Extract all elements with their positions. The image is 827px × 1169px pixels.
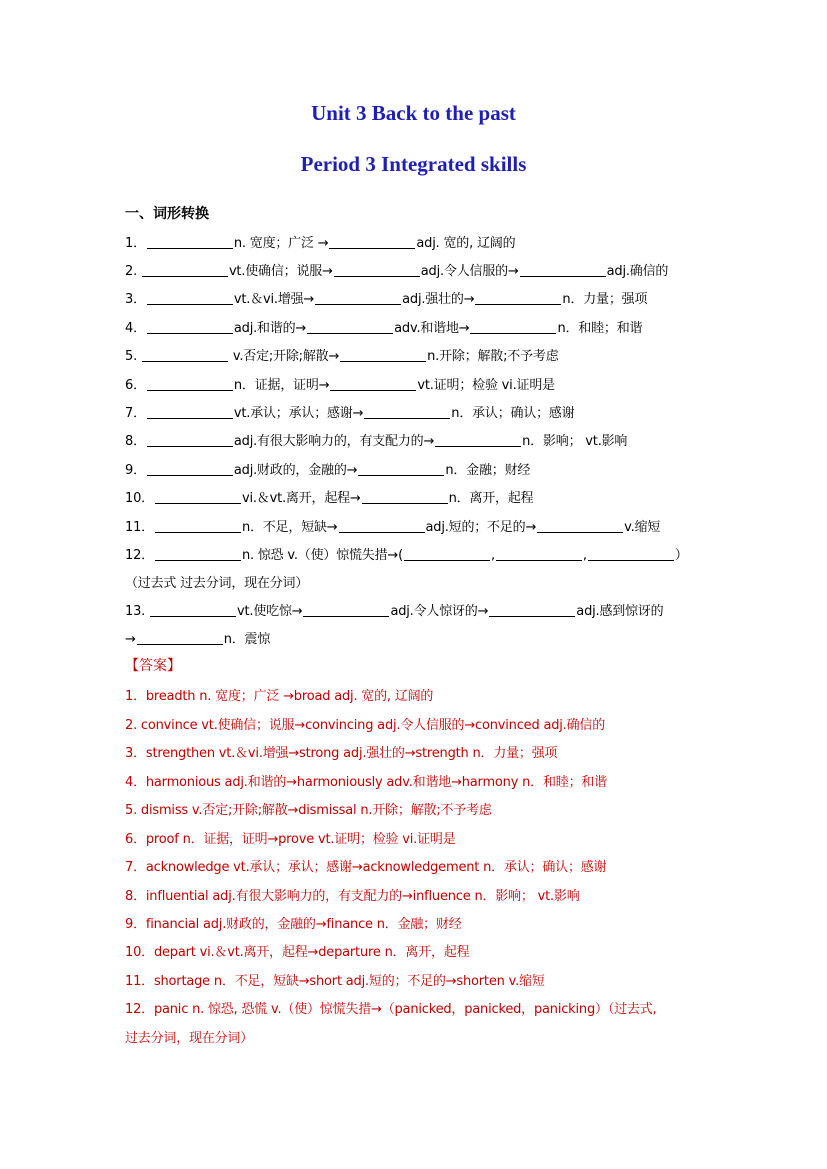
question-text: , bbox=[582, 548, 587, 563]
page-subtitle: Period 3 Integrated skills bbox=[300, 152, 527, 176]
answer-row: 8．influential adj.有很大影响力的，有支配力的→influence n．影响； vt.影响 bbox=[125, 889, 580, 904]
question-text: （过去式 过去分词，现在分词） bbox=[125, 576, 309, 591]
question-text: adj.有很大影响力的，有支配力的→ bbox=[233, 434, 435, 449]
answer-row: 6．proof n．证据，证明→prove vt.证明；检验 vi.证明是 bbox=[125, 832, 456, 847]
question-row bbox=[125, 544, 688, 563]
question-row bbox=[125, 628, 270, 647]
answer-blank[interactable] bbox=[489, 602, 575, 617]
answer-blank[interactable] bbox=[520, 262, 606, 277]
question-row bbox=[125, 260, 668, 279]
answer-blank[interactable] bbox=[329, 234, 415, 249]
question-text: 9． bbox=[125, 463, 146, 478]
question-text: n．承认；确认；感谢 bbox=[451, 406, 575, 421]
question-row bbox=[125, 374, 555, 393]
question-text: adv.和谐地→ bbox=[394, 321, 470, 336]
answer-blank[interactable] bbox=[358, 461, 444, 476]
answer-blank[interactable] bbox=[155, 518, 241, 533]
question-text: v.缩短 bbox=[624, 520, 661, 535]
answer-blank[interactable] bbox=[537, 518, 623, 533]
answer-blank[interactable] bbox=[475, 290, 561, 305]
answer-blank[interactable] bbox=[147, 461, 233, 476]
answer-blank[interactable] bbox=[155, 489, 241, 504]
answer-row: 7．acknowledge vt.承认；承认；感谢→acknowledgement n．承认；确认；感谢 bbox=[125, 860, 607, 875]
question-row bbox=[125, 317, 642, 336]
question-row bbox=[125, 430, 627, 449]
answer-blank[interactable] bbox=[303, 602, 389, 617]
question-text: adj.强壮的→ bbox=[402, 292, 475, 307]
answer-blank[interactable] bbox=[330, 376, 416, 391]
question-row bbox=[125, 459, 530, 478]
question-text: vt.证明；检验 vi.证明是 bbox=[417, 378, 555, 393]
question-text: 8． bbox=[125, 434, 146, 449]
question-text: 5. bbox=[125, 349, 141, 364]
answer-blank[interactable] bbox=[142, 262, 228, 277]
answer-row: 1．breadth n. 宽度；广泛 →broad adj. 宽的, 辽阔的 bbox=[125, 689, 434, 704]
answer-blank[interactable] bbox=[147, 432, 233, 447]
question-text: n. 惊恐 v.（使）惊慌失措→( bbox=[241, 548, 403, 563]
answer-row: 4．harmonious adj.和谐的→harmoniously adv.和谐地→harmony n．和睦；和谐 bbox=[125, 775, 607, 790]
question-text: adj.和谐的→ bbox=[233, 321, 307, 336]
answer-row: 10．depart vi.＆vt.离开，起程→departure n．离开，起程 bbox=[125, 945, 470, 960]
question-text: vt.承认；承认；感谢→ bbox=[233, 406, 364, 421]
answer-row: 12．panic n. 惊恐, 恐慌 v.（使）惊慌失措→（panicked，panicked，panicking）（过去式, bbox=[125, 1002, 657, 1017]
answer-blank[interactable] bbox=[334, 262, 420, 277]
question-text: v.否定;开除;解散→ bbox=[228, 349, 340, 364]
answer-blank[interactable] bbox=[307, 319, 393, 334]
question-text: adj.短的；不足的→ bbox=[425, 520, 537, 535]
question-text: n．震惊 bbox=[223, 632, 271, 647]
question-text: n.开除；解散;不予考虑 bbox=[427, 349, 559, 364]
question-row bbox=[125, 232, 515, 251]
answer-blank[interactable] bbox=[496, 546, 582, 561]
answer-blank[interactable] bbox=[340, 347, 426, 362]
answer-blank[interactable] bbox=[155, 546, 241, 561]
question-text: 2. bbox=[125, 264, 141, 279]
question-text: 10． bbox=[125, 491, 154, 506]
question-row bbox=[125, 516, 660, 535]
question-row bbox=[125, 600, 663, 619]
answer-blank[interactable] bbox=[150, 602, 236, 617]
question-row bbox=[125, 288, 647, 307]
question-text: n．离开，起程 bbox=[448, 491, 534, 506]
answer-row: 3．strengthen vt.＆vi.增强→strong adj.强壮的→strength n．力量；强项 bbox=[125, 746, 558, 761]
section-heading: 一、词形转换 bbox=[125, 206, 209, 222]
answer-blank[interactable] bbox=[137, 630, 223, 645]
question-text: adj.确信的 bbox=[606, 264, 669, 279]
answer-row: 2. convince vt.使确信；说服→convincing adj.令人信服的→convinced adj.确信的 bbox=[125, 718, 606, 733]
answer-blank[interactable] bbox=[362, 489, 448, 504]
answer-blank[interactable] bbox=[147, 404, 233, 419]
answer-blank[interactable] bbox=[404, 546, 490, 561]
answer-blank[interactable] bbox=[470, 319, 556, 334]
question-text: n．影响； vt.影响 bbox=[522, 434, 628, 449]
question-text: 3． bbox=[125, 292, 146, 307]
question-text: 6． bbox=[125, 378, 146, 393]
question-text: n．力量；强项 bbox=[562, 292, 648, 307]
answer-row: 5. dismiss v.否定;开除;解散→dismissal n.开除；解散;不予考虑 bbox=[125, 803, 492, 818]
question-text: ） bbox=[674, 548, 688, 563]
page-title: Unit 3 Back to the past bbox=[311, 101, 516, 125]
question-text: → bbox=[125, 632, 136, 647]
answer-blank[interactable] bbox=[588, 546, 674, 561]
question-text: 11． bbox=[125, 520, 154, 535]
answer-blank[interactable] bbox=[435, 432, 521, 447]
question-text: , bbox=[490, 548, 495, 563]
answer-row: 过去分词，现在分词） bbox=[125, 1031, 254, 1046]
question-text: adj.感到惊讶的 bbox=[576, 604, 664, 619]
answer-blank[interactable] bbox=[339, 518, 425, 533]
answer-blank[interactable] bbox=[147, 234, 233, 249]
question-row bbox=[125, 345, 559, 364]
question-text: 4． bbox=[125, 321, 146, 336]
answer-blank[interactable] bbox=[315, 290, 401, 305]
answer-blank[interactable] bbox=[147, 290, 233, 305]
question-text: adj.令人惊讶的→ bbox=[390, 604, 489, 619]
question-text: vi.＆vt.离开，起程→ bbox=[241, 491, 361, 506]
question-text: vt.使确信；说服→ bbox=[228, 264, 333, 279]
question-text: n．金融；财经 bbox=[445, 463, 531, 478]
question-row bbox=[125, 487, 533, 506]
question-text: n．不足，短缺→ bbox=[241, 520, 338, 535]
answer-blank[interactable] bbox=[142, 347, 228, 362]
question-text: n．和睦；和谐 bbox=[557, 321, 643, 336]
question-row bbox=[125, 572, 308, 591]
answer-row: 11．shortage n．不足，短缺→short adj.短的；不足的→shorten v.缩短 bbox=[125, 974, 545, 989]
question-text: 12． bbox=[125, 548, 154, 563]
question-text: 7． bbox=[125, 406, 146, 421]
question-text: 1． bbox=[125, 236, 146, 251]
question-text: adj.财政的，金融的→ bbox=[233, 463, 358, 478]
answer-row: 9．financial adj.财政的，金融的→finance n．金融；财经 bbox=[125, 917, 462, 932]
question-text: adj. 宽的, 辽阔的 bbox=[416, 236, 516, 251]
question-text: vt.使吃惊→ bbox=[237, 604, 303, 619]
answer-heading: 【答案】 bbox=[125, 658, 181, 674]
answer-blank[interactable] bbox=[147, 376, 233, 391]
question-text: n．证据，证明→ bbox=[233, 378, 330, 393]
answer-blank[interactable] bbox=[364, 404, 450, 419]
question-text: adj.令人信服的→ bbox=[420, 264, 519, 279]
answer-blank[interactable] bbox=[147, 319, 233, 334]
question-row bbox=[125, 402, 575, 421]
question-text: n. 宽度；广泛 → bbox=[233, 236, 329, 251]
question-text: vt.＆vi.增强→ bbox=[233, 292, 315, 307]
question-text: 13. bbox=[125, 604, 150, 619]
